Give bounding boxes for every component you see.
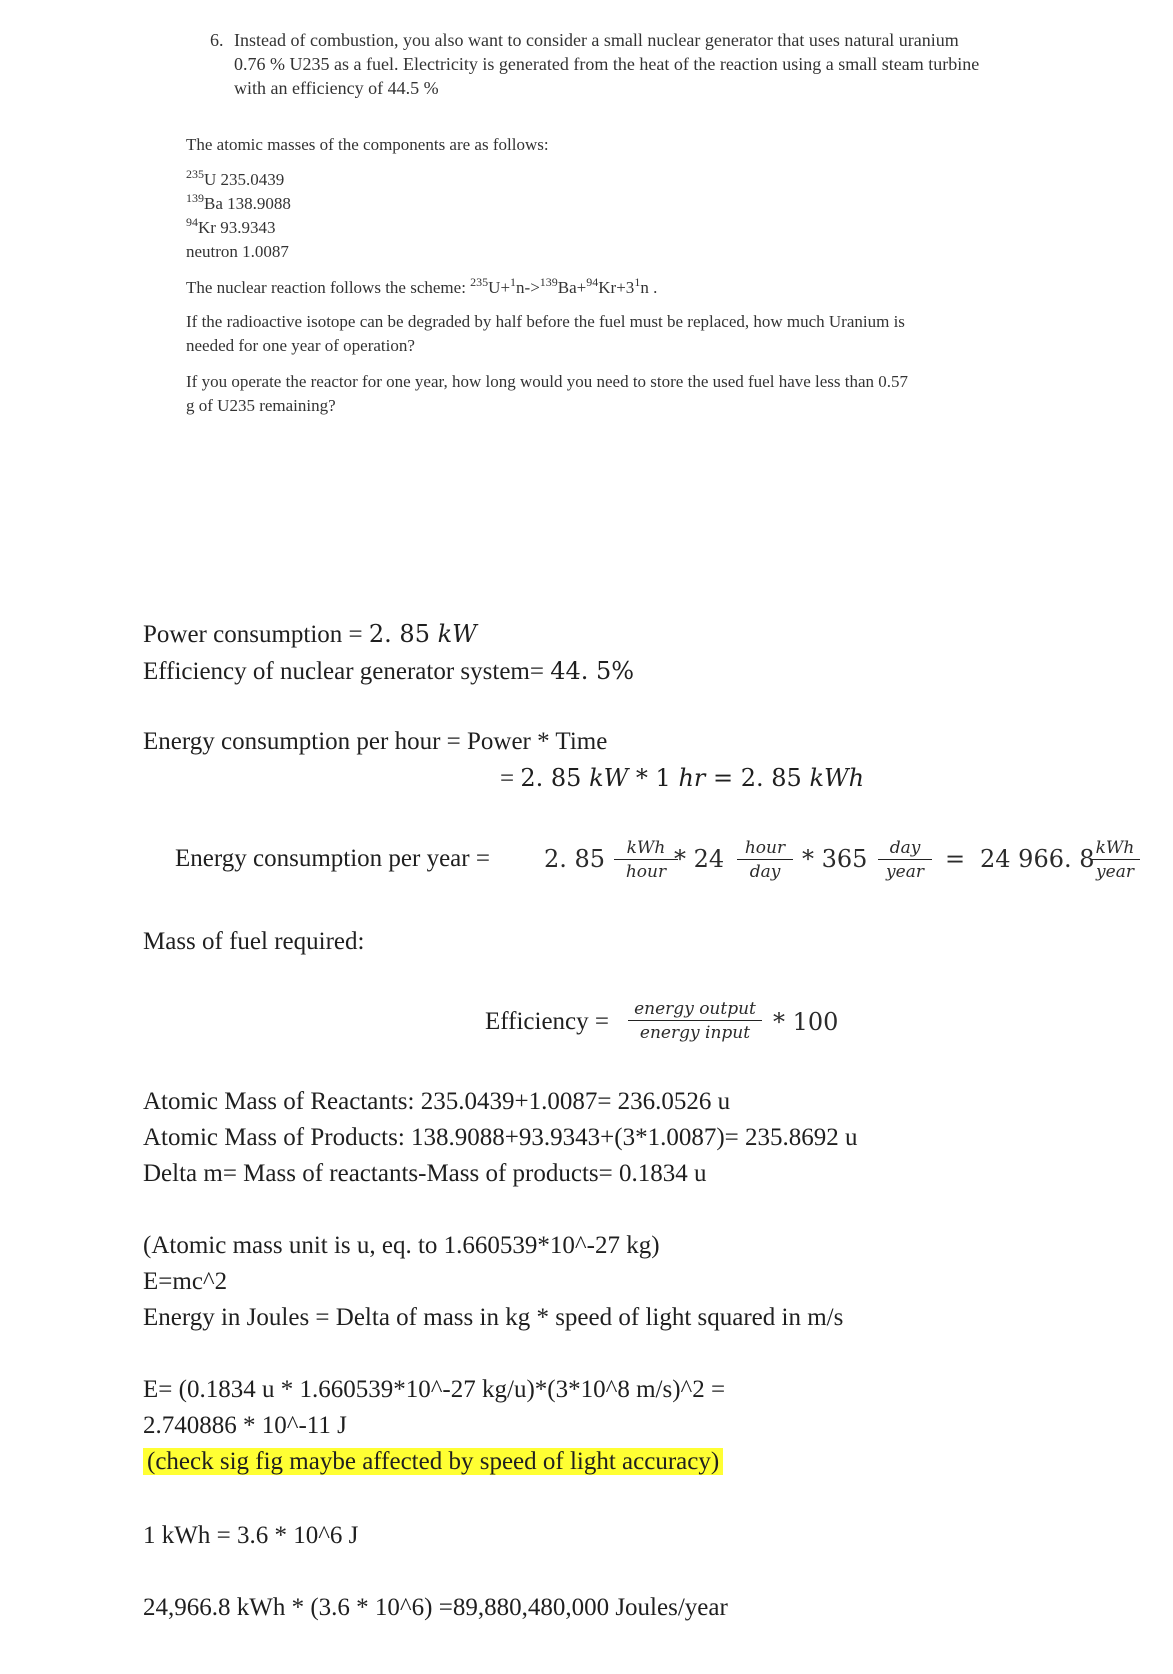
power-value: 2. 85: [368, 620, 438, 648]
reaction-sup-3: 139: [539, 275, 558, 289]
emc2-line: E=mc^2: [143, 1268, 228, 1295]
mass-neutron: neutron 1.0087: [186, 242, 289, 261]
krypton-mass-value: Kr 93.9343: [198, 218, 276, 237]
energy-year-times-24: * 24: [674, 845, 725, 873]
energy-joules-line: Energy in Joules = Delta of mass in kg * speed of light squared in m/s: [143, 1304, 844, 1331]
reaction-sup-5: 1: [634, 275, 641, 289]
energy-year-value: 2. 85: [544, 845, 606, 873]
uranium-mass-number: 235: [186, 167, 204, 181]
fraction-kwh-per-year-den: year: [1096, 862, 1134, 882]
barium-mass-number: 139: [186, 191, 204, 205]
reaction-text-2: n->: [516, 278, 540, 297]
mass-barium: [186, 192, 291, 216]
problem-line-2: 0.76 % U235 as a fuel. Electricity is generated from the heat of the reaction using a small steam turbine: [234, 54, 980, 74]
fraction-hour-per-day: [737, 838, 793, 882]
reaction-scheme: [186, 276, 657, 300]
energy-per-hour-label: Energy consumption per hour = Power * Time: [143, 728, 608, 755]
energy-year-times-365: * 365: [802, 845, 868, 873]
sig-fig-note: [143, 1448, 723, 1476]
fraction-hour-per-day-num: hour: [737, 838, 793, 860]
question-1-line-2: needed for one year of operation?: [186, 336, 415, 355]
energy-per-hour-equation: [500, 764, 864, 793]
energy-hour-result: = 2. 85: [705, 764, 810, 792]
fraction-kwh-per-year-num: kWh: [1090, 838, 1140, 860]
fraction-day-per-year: [878, 838, 932, 882]
reactants-mass-line: Atomic Mass of Reactants: 235.0439+1.0087= 236.0526 u: [143, 1088, 731, 1115]
energy-hour-value: 2. 85: [520, 764, 590, 792]
question-1-line-1: If the radioactive isotope can be degraded by half before the fuel must be replaced, how much Uranium is: [186, 312, 905, 331]
fraction-day-per-year-num: day: [878, 838, 932, 860]
energy-hour-unit-kwh: kWh: [809, 764, 865, 792]
delta-mass-line: Delta m= Mass of reactants-Mass of products= 0.1834 u: [143, 1160, 707, 1187]
fraction-kwh-per-hour-num: kWh: [614, 838, 678, 860]
power-label: Power consumption =: [143, 621, 369, 648]
energy-per-year-label: Energy consumption per year =: [175, 845, 490, 872]
reaction-sup-1: 235: [470, 275, 489, 289]
energy-year-result: 24 966. 8: [980, 845, 1095, 873]
krypton-mass-number: 94: [186, 215, 198, 229]
amu-line: (Atomic mass unit is u, eq. to 1.660539*10^-27 kg): [143, 1232, 660, 1259]
fraction-energy-output: energy output: [628, 999, 762, 1021]
reaction-text-1: U+: [488, 278, 511, 297]
uranium-mass-value: U 235.0439: [204, 170, 285, 189]
energy-hour-unit-kw: kW: [589, 764, 629, 792]
mass-of-fuel-label: Mass of fuel required:: [143, 928, 365, 955]
kwh-conversion-line: 1 kWh = 3.6 * 10^6 J: [143, 1522, 359, 1549]
reaction-sup-4: 94: [586, 275, 599, 289]
question-2-line-1: If you operate the reactor for one year, how long would you need to store the used fuel have less than 0.57: [186, 372, 909, 391]
efficiency-eq-tail: * 100: [773, 1008, 839, 1036]
fraction-energy-input: energy input: [639, 1023, 751, 1043]
fraction-kwh-per-hour-den: hour: [625, 862, 667, 882]
reaction-prefix: The nuclear reaction follows the scheme:: [186, 278, 471, 297]
barium-mass-value: Ba 138.9088: [204, 194, 291, 213]
efficiency-eq-label: Efficiency =: [485, 1008, 609, 1035]
fraction-kwh-per-year: [1090, 838, 1140, 882]
energy-hour-times: * 1: [628, 764, 679, 792]
reaction-text-3: Ba+: [557, 278, 587, 297]
energy-calc-line-2: 2.740886 * 10^-11 J: [143, 1412, 347, 1439]
efficiency-value: 44. 5%: [550, 657, 635, 685]
efficiency-line: [143, 657, 634, 686]
highlighted-note: (check sig fig maybe affected by speed of light accuracy): [143, 1448, 723, 1475]
products-mass-line: Atomic Mass of Products: 138.9088+93.9343+(3*1.0087)= 235.8692 u: [143, 1124, 858, 1151]
question-2-line-2: g of U235 remaining?: [186, 396, 336, 415]
fraction-energy-output-input: [628, 999, 762, 1043]
fraction-hour-per-day-den: day: [749, 862, 781, 882]
final-joules-line: 24,966.8 kWh * (3.6 * 10^6) =89,880,480,000 Joules/year: [143, 1594, 728, 1621]
energy-hour-eq: =: [500, 765, 521, 792]
efficiency-label: Efficiency of nuclear generator system=: [143, 658, 551, 685]
power-unit: kW: [437, 620, 477, 648]
problem-line-3: with an efficiency of 44.5 %: [234, 78, 439, 98]
power-consumption-line: [143, 620, 477, 649]
reaction-text-4: Kr+3: [598, 278, 635, 297]
mass-uranium: [186, 168, 284, 192]
masses-intro: The atomic masses of the components are as follows:: [186, 135, 549, 154]
reaction-sup-2: 1: [510, 275, 517, 289]
fraction-day-per-year-den: year: [886, 862, 924, 882]
reaction-text-5: n .: [640, 278, 658, 297]
mass-krypton: [186, 216, 275, 240]
energy-calc-line-1: E= (0.1834 u * 1.660539*10^-27 kg/u)*(3*10^8 m/s)^2 =: [143, 1376, 726, 1403]
energy-hour-unit-hr: hr: [678, 764, 706, 792]
problem-number: 6.: [210, 30, 224, 50]
energy-year-equals: =: [945, 845, 966, 873]
fraction-kwh-per-hour: [614, 838, 678, 882]
problem-line-1: Instead of combustion, you also want to consider a small nuclear generator that uses natural uranium: [234, 30, 959, 50]
